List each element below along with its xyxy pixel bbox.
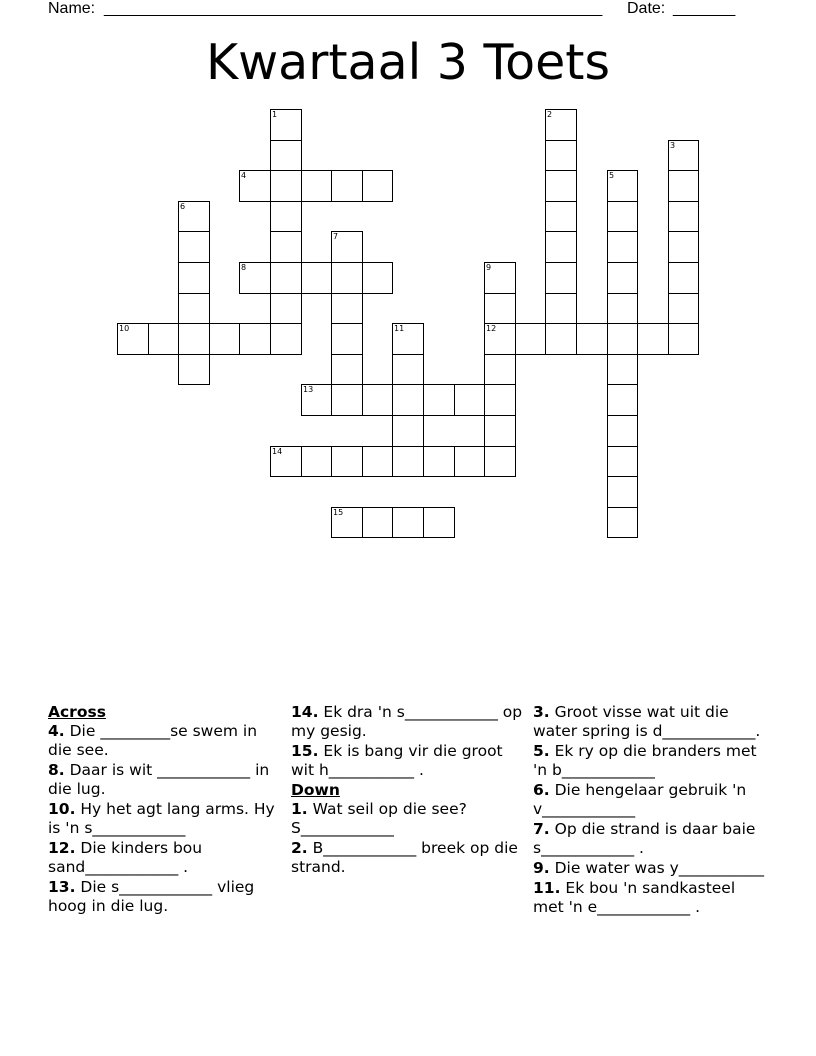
crossword-cell[interactable]	[331, 231, 363, 263]
crossword-cell[interactable]	[545, 293, 577, 324]
crossword-cell[interactable]	[545, 231, 577, 263]
crossword-cell[interactable]	[362, 262, 393, 294]
clue-text: Ek bou 'n sandkasteel met 'n e____________ .	[533, 879, 736, 916]
crossword-cell[interactable]	[668, 262, 699, 294]
clue-item	[291, 703, 527, 741]
crossword-cell[interactable]	[178, 231, 210, 263]
clue-item	[291, 800, 527, 838]
crossword-cell[interactable]	[607, 446, 638, 477]
crossword-cell[interactable]	[668, 293, 699, 324]
name-label: Name:	[48, 0, 96, 17]
crossword-cell[interactable]	[545, 262, 577, 294]
crossword-cell[interactable]	[209, 323, 240, 355]
clue-number-label: 10.	[48, 800, 76, 818]
across-heading: Across	[48, 703, 106, 721]
crossword-cell[interactable]	[668, 201, 699, 232]
crossword-cell[interactable]	[270, 140, 302, 171]
crossword-cell[interactable]	[668, 140, 699, 171]
crossword-cell[interactable]	[545, 140, 577, 171]
clue-number-label: 3.	[533, 703, 550, 721]
crossword-cell[interactable]	[362, 170, 393, 202]
clue-number-label: 5.	[533, 742, 550, 760]
crossword-cell[interactable]	[545, 109, 577, 141]
clue-number-label: 8.	[48, 761, 65, 779]
crossword-cell[interactable]	[178, 293, 210, 324]
clue-item	[48, 722, 284, 760]
crossword-cell[interactable]	[392, 446, 424, 477]
clue-text: Hy het agt lang arms. Hy is 'n s____________	[48, 800, 275, 837]
crossword-cell[interactable]	[270, 323, 302, 355]
crossword-cell[interactable]	[637, 323, 669, 355]
clue-number-label: 9.	[533, 859, 550, 877]
crossword-cell[interactable]	[270, 109, 302, 141]
crossword-cell[interactable]	[270, 293, 302, 324]
crossword-cell[interactable]	[607, 354, 638, 385]
clue-number: 14	[272, 447, 283, 456]
crossword-cell[interactable]	[484, 262, 516, 294]
clue-item	[533, 859, 769, 878]
crossword-cell[interactable]	[484, 354, 516, 385]
crossword-cell[interactable]	[668, 170, 699, 202]
clue-number-label: 6.	[533, 781, 550, 799]
clue-number-label: 2.	[291, 839, 308, 857]
crossword-cell[interactable]	[362, 507, 393, 538]
crossword-cell[interactable]	[607, 170, 638, 202]
clue-number: 2	[547, 110, 553, 119]
crossword-cell[interactable]	[178, 262, 210, 294]
clue-number: 7	[333, 232, 339, 241]
crossword-cell[interactable]	[178, 323, 210, 355]
clue-number-label: 13.	[48, 878, 76, 896]
crossword-cell[interactable]	[545, 201, 577, 232]
crossword-cell[interactable]	[545, 170, 577, 202]
clue-number: 13	[303, 385, 314, 394]
crossword-cell[interactable]	[545, 323, 577, 355]
crossword-cell[interactable]	[362, 446, 393, 477]
clue-number-label: 12.	[48, 839, 76, 857]
clue-item	[48, 839, 284, 877]
crossword-cell[interactable]	[423, 507, 455, 538]
crossword-cell[interactable]	[392, 415, 424, 447]
clue-text: Daar is wit ____________ in die lug.	[48, 761, 270, 798]
crossword-cell[interactable]	[484, 293, 516, 324]
crossword-cell[interactable]	[301, 446, 332, 477]
crossword-cell[interactable]	[331, 323, 363, 355]
clue-item	[48, 761, 284, 799]
crossword-cell[interactable]	[454, 384, 485, 416]
crossword-cell[interactable]	[301, 262, 332, 294]
crossword-cell[interactable]	[515, 323, 546, 355]
crossword-cell[interactable]	[607, 323, 638, 355]
date-label: Date:	[627, 0, 666, 17]
clue-item	[533, 820, 769, 858]
crossword-cell[interactable]	[117, 323, 149, 355]
crossword-cell[interactable]	[484, 323, 516, 355]
clue-number: 1	[272, 110, 278, 119]
clue-text: Die s____________ vlieg hoog in die lug.	[48, 878, 255, 915]
crossword-cell[interactable]	[392, 384, 424, 416]
crossword-cell[interactable]	[607, 415, 638, 447]
clue-number: 12	[486, 324, 497, 333]
crossword-cell[interactable]	[484, 446, 516, 477]
crossword-cell[interactable]	[270, 201, 302, 232]
crossword-cell[interactable]	[301, 384, 332, 416]
clue-text: Op die strand is daar baie s____________ .	[533, 820, 756, 857]
crossword-cell[interactable]	[301, 170, 332, 202]
clue-number: 9	[486, 263, 492, 272]
clues-column-1	[48, 703, 284, 917]
crossword-cell[interactable]	[270, 262, 302, 294]
crossword-cell[interactable]	[668, 323, 699, 355]
clue-number-label: 11.	[533, 879, 561, 897]
name-line[interactable]: ________________________________________________________	[104, 0, 603, 17]
clue-number-label: 15.	[291, 742, 319, 760]
clue-number: 11	[394, 324, 405, 333]
page-title: Kwartaal 3 Toets	[205, 34, 611, 91]
clue-item	[291, 839, 527, 877]
crossword-cell[interactable]	[331, 354, 363, 385]
clue-number-label: 4.	[48, 722, 65, 740]
crossword-cell[interactable]	[331, 507, 363, 538]
clue-number: 3	[670, 141, 676, 150]
crossword-cell[interactable]	[331, 262, 363, 294]
crossword-cell[interactable]	[454, 446, 485, 477]
crossword-cell[interactable]	[607, 476, 638, 508]
crossword-cell[interactable]	[148, 323, 179, 355]
clue-number: 15	[333, 508, 344, 517]
crossword-cell[interactable]	[270, 446, 302, 477]
clues-column-2	[291, 703, 527, 878]
clue-text: Die _________se swem in die see.	[48, 722, 258, 759]
crossword-cell[interactable]	[607, 384, 638, 416]
clue-text: Wat seil op die see? S____________	[291, 800, 467, 837]
date-line[interactable]: _______	[673, 0, 736, 17]
crossword-cell[interactable]	[331, 446, 363, 477]
clue-number: 8	[241, 263, 247, 272]
clue-text: Die water was y___________	[549, 859, 765, 877]
crossword-cell[interactable]	[392, 323, 424, 355]
clues-column-3	[533, 703, 769, 918]
crossword-cell[interactable]	[392, 507, 424, 538]
clue-number-label: 7.	[533, 820, 550, 838]
crossword-cell[interactable]	[331, 170, 363, 202]
clue-number: 5	[609, 171, 615, 180]
crossword-cell[interactable]	[607, 231, 638, 263]
crossword-cell[interactable]	[178, 201, 210, 232]
clue-number-label: 14.	[291, 703, 319, 721]
crossword-cell[interactable]	[239, 170, 271, 202]
clue-item	[533, 703, 769, 741]
down-heading: Down	[291, 781, 340, 799]
crossword-cell[interactable]	[178, 354, 210, 385]
crossword-cell[interactable]	[607, 262, 638, 294]
crossword-cell[interactable]	[484, 415, 516, 447]
crossword-cell[interactable]	[331, 384, 363, 416]
crossword-cell[interactable]	[607, 293, 638, 324]
crossword-cell[interactable]	[668, 231, 699, 263]
crossword-cell[interactable]	[239, 323, 271, 355]
clue-text: Ek ry op die branders met 'n b____________	[533, 742, 757, 779]
crossword-cell[interactable]	[270, 170, 302, 202]
clue-text: Ek is bang vir die groot wit h___________ .	[291, 742, 503, 779]
crossword-cell[interactable]	[607, 201, 638, 232]
clue-number: 10	[119, 324, 130, 333]
crossword-cell[interactable]	[331, 293, 363, 324]
clue-number: 6	[180, 202, 186, 211]
clue-item	[533, 742, 769, 780]
clue-item	[533, 781, 769, 819]
crossword-cell[interactable]	[484, 384, 516, 416]
crossword-cell[interactable]	[362, 384, 393, 416]
clue-text: Groot visse wat uit die water spring is d____________.	[533, 703, 761, 740]
clue-text: Die kinders bou sand____________ .	[48, 839, 203, 876]
crossword-cell[interactable]	[423, 384, 455, 416]
clue-text: B____________ breek op die strand.	[291, 839, 518, 876]
clue-text: Ek dra 'n s____________ op my gesig.	[291, 703, 523, 740]
clue-text: Die hengelaar gebruik 'n v____________	[533, 781, 747, 818]
crossword-cell[interactable]	[576, 323, 608, 355]
crossword-cell[interactable]	[392, 354, 424, 385]
clue-item	[48, 800, 284, 838]
crossword-cell[interactable]	[423, 446, 455, 477]
clue-number: 4	[241, 171, 247, 180]
crossword-cell[interactable]	[607, 507, 638, 538]
crossword-cell[interactable]	[270, 231, 302, 263]
crossword-cell[interactable]	[239, 262, 271, 294]
clue-number-label: 1.	[291, 800, 308, 818]
clue-item	[533, 879, 769, 917]
clue-item	[291, 742, 527, 780]
clue-item	[48, 878, 284, 916]
